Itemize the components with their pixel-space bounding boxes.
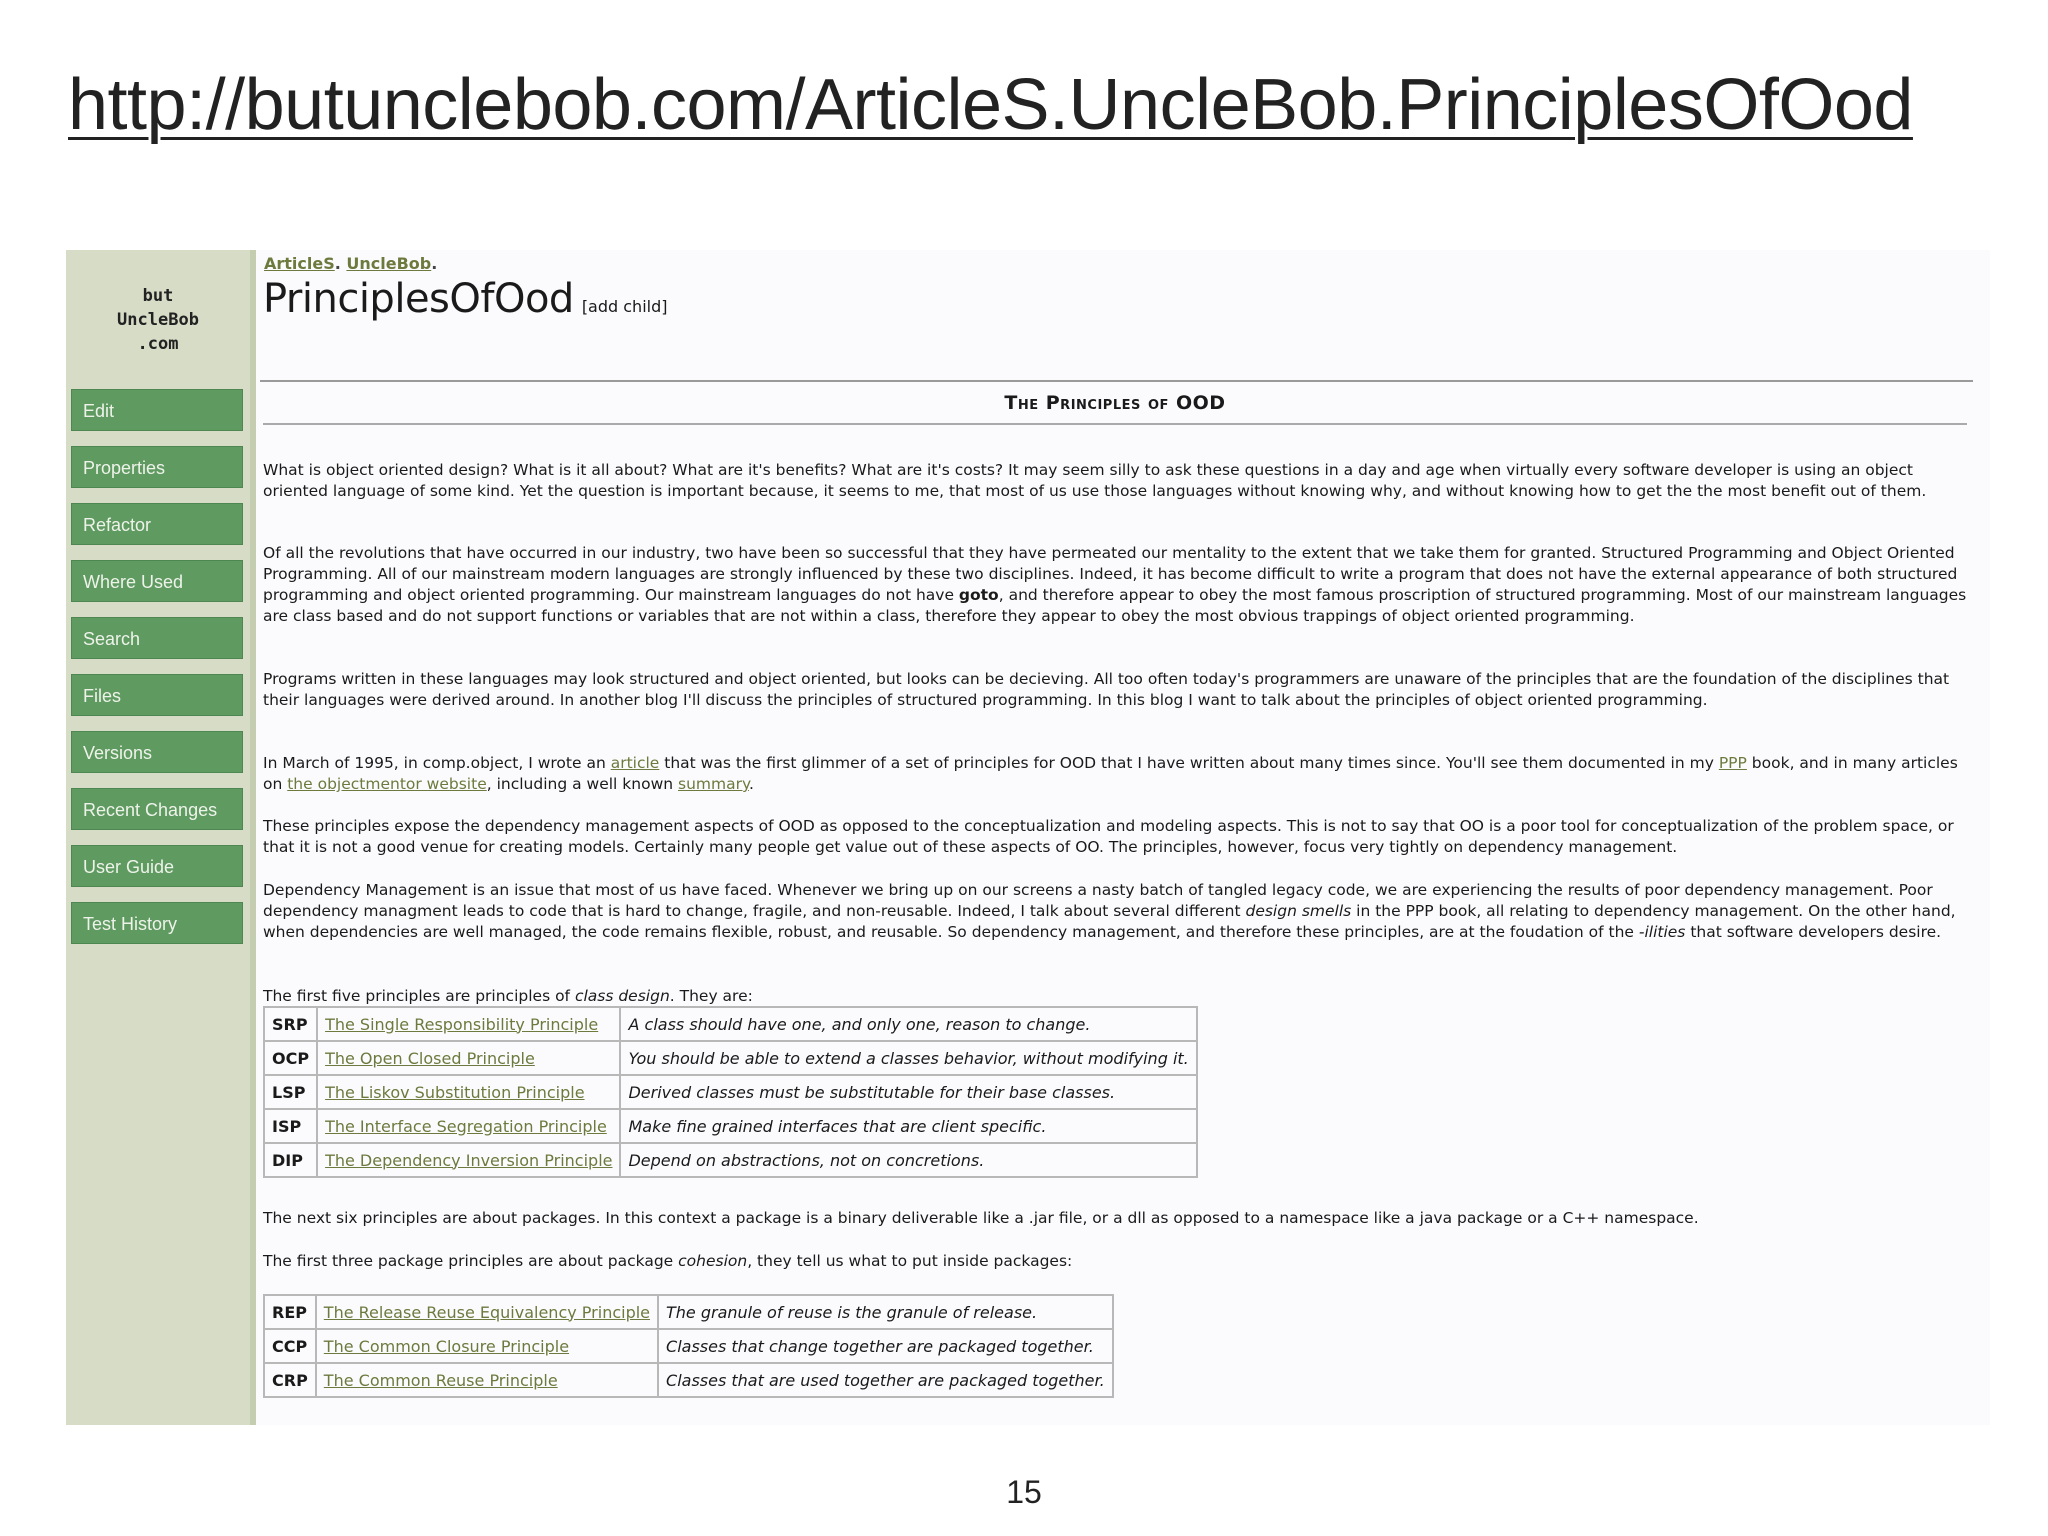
breadcrumb [264,254,437,273]
main-content [263,250,1978,1425]
principle-description: Classes that are used together are packaged together. [658,1363,1113,1397]
nav-test-history-button[interactable]: Test History [71,902,243,944]
page-number: 15 [1006,1474,1042,1510]
logo-line: .com [137,334,179,354]
nav-files-button[interactable]: Files [71,674,243,716]
article-paragraph-8: The next six principles are about packages. In this context a package is a binary deliverable like a .jar file, or a dll as opposed to a namespace like a java package or a C++ namespace. [263,1209,1699,1227]
principle-description: You should be able to extend a classes behavior, without modifying it. [620,1041,1196,1075]
logo-line: but [142,286,174,306]
principle-name-cell [316,1363,658,1397]
principle-link[interactable]: The Single Responsibility Principle [325,1014,599,1034]
ppp-link[interactable]: PPP [1718,754,1747,772]
objectmentor-link[interactable]: the objectmentor website [287,775,487,793]
nav-refactor-button[interactable]: Refactor [71,503,243,545]
principle-description: Classes that change together are packaged together. [658,1329,1113,1363]
text-run: . [748,775,754,793]
breadcrumb-separator: . [431,254,438,273]
principle-name-cell [317,1143,620,1177]
principle-description: A class should have one, and only one, reason to change. [620,1007,1196,1041]
class-principles-table [263,1006,1198,1178]
divider [260,380,1973,382]
principle-abbr: OCP [264,1041,317,1075]
text-run: , and therefore appear to obey the most famous proscription of structured programming. Most of our mainstream languages are class based and do not support functions or variables that are not within a class, therefore they appear to obey the most obvious trappings of object oriented programming. [263,586,1967,625]
section-title: The Principles of OOD [1004,392,1226,414]
website-screenshot [66,250,1990,1425]
bold-text: goto [958,586,999,604]
table-row [264,1295,1113,1329]
nav-search-button[interactable]: Search [71,617,243,659]
principle-abbr: SRP [264,1007,317,1041]
principle-link[interactable]: The Dependency Inversion Principle [325,1150,613,1170]
text-run: The first five principles are principles of [263,987,575,1005]
italic-text: class design [574,987,670,1005]
text-run: , they tell us what to put inside packages: [747,1252,1073,1270]
nav-versions-button[interactable]: Versions [71,731,243,773]
text-run: that was the first glimmer of a set of principles for OOD that I have written about many times since. You'll see them documented in my [659,754,1719,772]
principle-abbr: ISP [264,1109,317,1143]
add-child-link[interactable]: [add child] [581,297,668,316]
principle-abbr: REP [264,1295,316,1329]
text-run: , including a well known [486,775,678,793]
article-paragraph-2 [263,543,1973,627]
principle-link[interactable]: The Common Reuse Principle [323,1370,558,1390]
breadcrumb-link-unclebob[interactable]: UncleBob [346,254,432,273]
table-row [264,1109,1197,1143]
slide-url-heading[interactable]: http://butunclebob.com/ArticleS.UncleBob.PrinciplesOfOod [68,65,1913,145]
principle-link[interactable]: The Open Closed Principle [325,1048,535,1068]
principle-name-cell [316,1329,658,1363]
article-paragraph-4 [263,753,1973,795]
divider [263,423,1967,425]
breadcrumb-separator: . [334,254,347,273]
principle-name-cell [317,1007,620,1041]
sidebar [66,250,256,1425]
nav-properties-button[interactable]: Properties [71,446,243,488]
principle-abbr: CCP [264,1329,316,1363]
principle-link[interactable]: The Common Closure Principle [323,1336,570,1356]
principle-description: Depend on abstractions, not on concretions. [620,1143,1196,1177]
breadcrumb-link-articles[interactable]: ArticleS [264,254,335,273]
principle-link[interactable]: The Release Reuse Equivalency Principle [323,1302,651,1322]
table-row [264,1007,1197,1041]
nav-user-guide-button[interactable]: User Guide [71,845,243,887]
nav-edit-button[interactable]: Edit [71,389,243,431]
principle-link[interactable]: The Interface Segregation Principle [325,1116,607,1136]
page-title [263,276,667,322]
text-run: Of all the revolutions that have occurred in our industry, two have been so successful that they have permeated our mentality to the extent that we take them for granted. Structured Programming and Object Oriented Programming. All of our mainstream modern languages are strongly influenced by these two disciplines. Indeed, it has become difficult to write a program that does not have the external appearance of both structured programming and object oriented programming. Our mainstream languages do not have [263,544,1958,604]
article-paragraph-3: Programs written in these languages may look structured and object oriented, but looks can be decieving. All too often today's programmers are unaware of the principles that are the foundation of the disciplines that their languages were derived around. In another blog I'll discuss the principles of structured programming. In this blog I want to talk about the principles of object oriented programming. [263,670,1950,709]
italic-text: cohesion [678,1252,748,1270]
logo-line: UncleBob [117,310,199,330]
text-run: In March of 1995, in comp.object, I wrote an [263,754,611,772]
principle-name-cell [317,1041,620,1075]
nav-where-used-button[interactable]: Where Used [71,560,243,602]
text-run: that software developers desire. [1685,923,1942,941]
article-paragraph-9 [263,1251,1973,1272]
table-row [264,1363,1113,1397]
article-paragraph-5: These principles expose the dependency management aspects of OOD as opposed to the conceptualization and modeling aspects. This is not to say that OO is a poor tool for conceptualization of the problem space, or that it is not a good venue for creating models. Certainly many people get value out of these aspects of OO. The principles, however, focus very tightly on dependency management. [263,817,1954,856]
italic-text: design smells [1245,902,1352,920]
text-run: in the PPP book, all relating to dependency management. On the other hand, when dependencies are well managed, the code remains flexible, robust, and reusable. So dependency management, and therefore these principles, are at the foudation of the [263,902,1956,941]
principle-name-cell [317,1109,620,1143]
principle-name-cell [316,1295,658,1329]
principle-link[interactable]: The Liskov Substitution Principle [325,1082,585,1102]
principle-abbr: CRP [264,1363,316,1397]
nav-recent-changes-button[interactable]: Recent Changes [71,788,243,830]
principle-abbr: DIP [264,1143,317,1177]
principle-description: Derived classes must be substitutable for their base classes. [620,1075,1196,1109]
package-principles-table [263,1294,1114,1398]
summary-link[interactable]: summary [678,775,749,793]
principle-description: The granule of reuse is the granule of release. [658,1295,1113,1329]
article-paragraph-7 [263,986,1973,1007]
table-row [264,1075,1197,1109]
site-logo[interactable] [66,284,250,356]
principle-abbr: LSP [264,1075,317,1109]
text-run: The first three package principles are about package [263,1252,679,1270]
text-run: . They are: [669,987,753,1005]
article-link[interactable]: article [610,754,660,772]
table-row [264,1143,1197,1177]
article-paragraph-6 [263,880,1973,943]
principle-description: Make fine grained interfaces that are client specific. [620,1109,1196,1143]
page-title-text: PrinciplesOfOod [263,276,574,322]
text-run: book, and in many articles on [263,754,1958,793]
article-paragraph-1: What is object oriented design? What is it all about? What are it's benefits? What are it's costs? It may seem silly to ask these questions in a day and age when virtually every software developer is using an object oriented language of some kind. Yet the question is important because, it seems to me, that most of us use those languages without knowing why, and without knowing how to get the the most benefit out of them. [263,461,1927,500]
principle-name-cell [317,1075,620,1109]
italic-text: -ilities [1638,923,1686,941]
text-run: Dependency Management is an issue that most of us have faced. Whenever we bring up on our screens a nasty batch of tangled legacy code, we are experiencing the results of poor dependency management. Poor dependency managment leads to code that is hard to change, fragile, and non-reusable. Indeed, I talk about several different [263,881,1933,920]
table-row [264,1329,1113,1363]
table-row [264,1041,1197,1075]
